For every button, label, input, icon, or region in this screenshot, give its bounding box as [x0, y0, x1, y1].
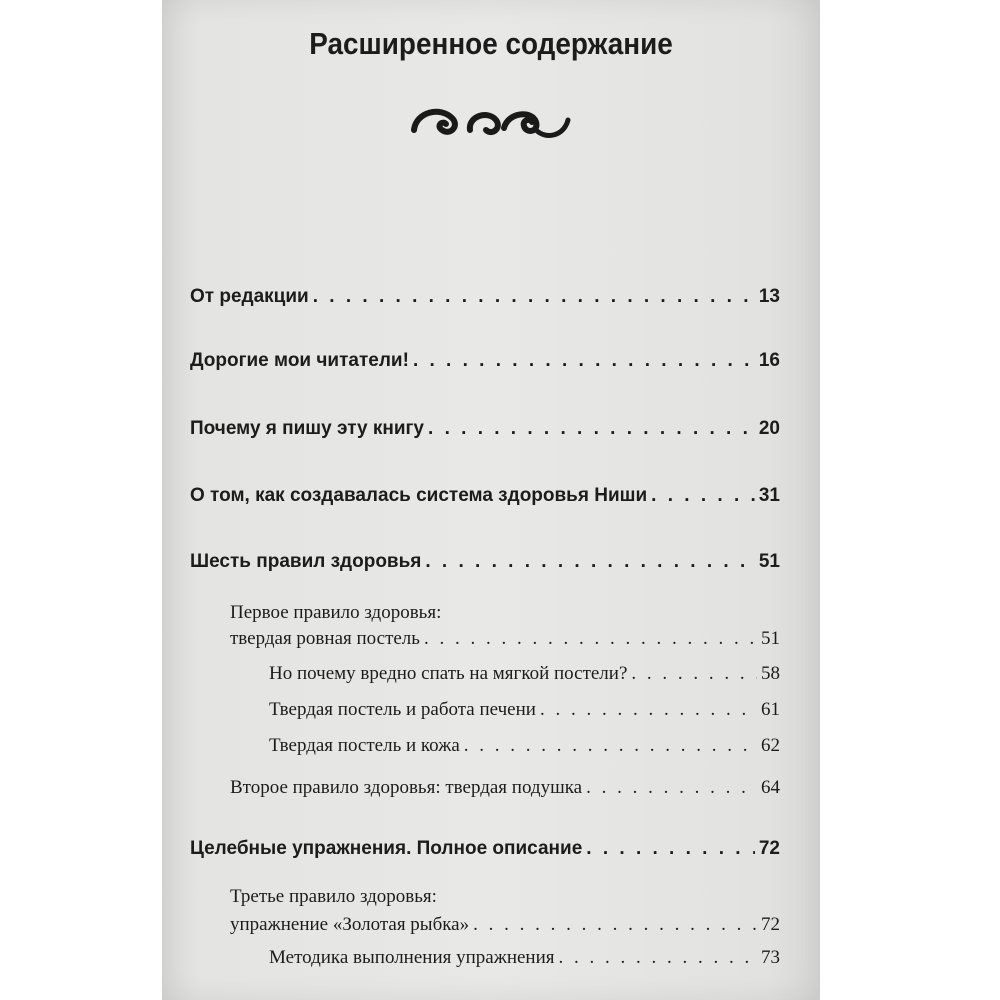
- toc-entry: [190, 485, 780, 507]
- toc-entry-label: От редакции: [190, 286, 309, 307]
- toc-entry-label: О том, как создавалась система здоровья Ниши: [190, 485, 648, 506]
- leader-dots: [540, 699, 757, 721]
- toc-entry-label: твердая ровная постель: [230, 628, 420, 649]
- leader-dots: [651, 485, 755, 507]
- toc-entry: [269, 735, 780, 757]
- leader-dots: [631, 663, 757, 685]
- book-page: [162, 0, 820, 1000]
- leader-dots: [424, 628, 757, 650]
- leader-dots: [413, 350, 755, 372]
- leader-dots: [425, 551, 754, 573]
- toc-entry-label: Второе правило здоровья: твердая подушка: [230, 777, 583, 798]
- leader-dots: [586, 777, 757, 799]
- leader-dots: [428, 418, 755, 440]
- toc-entry-label: Но почему вредно спать на мягкой постели?: [269, 663, 628, 684]
- toc-entry-page: 72: [758, 838, 780, 859]
- toc-entry-label: Твердая постель и работа печени: [269, 699, 536, 720]
- toc-entry-page: 72: [761, 914, 780, 935]
- toc-entry: [230, 914, 780, 936]
- toc-entry-page: 51: [758, 551, 780, 572]
- leader-dots: [586, 838, 755, 860]
- toc-entry-label-line1: Первое правило здоровья:: [230, 602, 442, 623]
- toc-entry: [269, 663, 780, 685]
- leader-dots: [313, 286, 755, 308]
- toc-entry-page: 64: [761, 777, 780, 798]
- toc-entry: [190, 286, 780, 308]
- toc-entry-label: упражнение «Золотая рыбка»: [230, 914, 470, 935]
- toc-entry: [190, 350, 780, 372]
- toc-entry-label: Дорогие мои читатели!: [190, 350, 409, 371]
- toc-entry-label: Твердая постель и кожа: [269, 735, 460, 756]
- toc-entry-page: 73: [761, 947, 780, 968]
- leader-dots: [559, 947, 757, 969]
- toc-entry-page: 51: [761, 628, 780, 649]
- toc-entry-label: Шесть правил здоровья: [190, 551, 422, 572]
- toc-entry: [269, 947, 780, 969]
- toc-entry: [269, 699, 780, 721]
- leader-dots: [464, 735, 757, 757]
- toc-entry-label-line1: Третье правило здоровья:: [230, 886, 437, 907]
- toc-entry-page: 20: [758, 418, 780, 439]
- toc-entry-page: 16: [758, 350, 780, 371]
- toc-entry-label: Почему я пишу эту книгу: [190, 418, 425, 439]
- toc-entry: [190, 838, 780, 860]
- toc-entry-page: 62: [761, 735, 780, 756]
- toc-entry: [190, 418, 780, 440]
- toc-entry-page: 31: [758, 485, 780, 506]
- toc-entry-page: 13: [758, 286, 780, 307]
- toc-entry-label: Целебные упражнения. Полное описание: [190, 838, 583, 859]
- toc-entry: [230, 777, 780, 799]
- toc-entry-page: 61: [761, 699, 780, 720]
- toc-entry-page: 58: [761, 663, 780, 684]
- toc-entry-label: Методика выполнения упражнения: [269, 947, 555, 968]
- toc-entry: [190, 551, 780, 573]
- swirl-ornament-icon: [410, 100, 572, 144]
- toc-entry: [230, 628, 780, 650]
- page-title: Расширенное содержание: [309, 26, 673, 61]
- leader-dots: [473, 914, 757, 936]
